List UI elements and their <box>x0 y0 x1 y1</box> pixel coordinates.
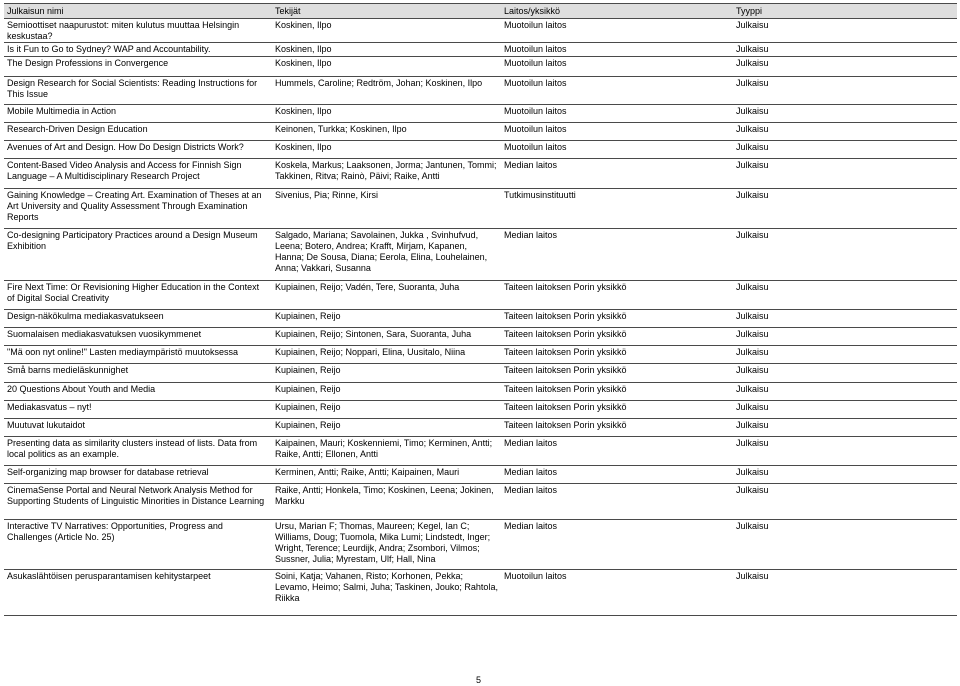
table-row <box>4 281 957 310</box>
table-row <box>4 364 957 383</box>
cell-authors: Koskinen, Ilpo <box>275 142 332 152</box>
cell-authors: Ursu, Marian F; Thomas, Maureen; Kegel, Ian C; Williams, Doug; Tuomola, Mika Lumi; Lindstedt, Inger; Wright, Terence; Leurdijk, Andra; Zsombori, Vilmos; Sussner, Julia; Myrestam, Ulf; Hall, Nina <box>275 521 491 564</box>
cell-authors: Hummels, Caroline; Redtröm, Johan; Koskinen, Ilpo <box>275 78 483 88</box>
table-row <box>4 570 957 616</box>
cell-unit: Taiteen laitoksen Porin yksikkö <box>504 420 627 430</box>
cell-authors: Kupiainen, Reijo; Vadén, Tere, Suoranta, Juha <box>275 282 460 292</box>
cell-type: Julkaisu <box>736 571 769 581</box>
cell-unit: Median laitos <box>504 230 558 240</box>
cell-unit: Median laitos <box>504 485 558 495</box>
cell-title: Presenting data as similarity clusters instead of lists. Data from local politics as an example. <box>7 438 258 459</box>
cell-type: Julkaisu <box>736 142 769 152</box>
table-row <box>4 383 957 401</box>
table-row <box>4 466 957 484</box>
cell-unit: Taiteen laitoksen Porin yksikkö <box>504 402 627 412</box>
cell-authors: Kupiainen, Reijo <box>275 311 341 321</box>
cell-authors: Sivenius, Pia; Rinne, Kirsi <box>275 190 379 200</box>
cell-title: Is it Fun to Go to Sydney? WAP and Accountability. <box>7 44 211 54</box>
cell-authors: Kupiainen, Reijo <box>275 420 341 430</box>
cell-type: Julkaisu <box>736 365 769 375</box>
cell-title: "Mä oon nyt online!" Lasten mediaympäristö muutoksessa <box>7 347 239 357</box>
table-row <box>4 401 957 419</box>
cell-title: Muutuvat lukutaidot <box>7 420 86 430</box>
cell-type: Julkaisu <box>736 106 769 116</box>
cell-authors: Koskela, Markus; Laaksonen, Jorma; Jantunen, Tommi; Takkinen, Ritva; Rainò, Päivi; Raike, Antti <box>275 160 497 181</box>
cell-type: Julkaisu <box>736 521 769 531</box>
table-row <box>4 419 957 437</box>
cell-authors: Koskinen, Ilpo <box>275 58 332 68</box>
cell-title: Design Research for Social Scientists: Reading Instructions for This Issue <box>7 78 258 99</box>
cell-title: Avenues of Art and Design. How Do Design Districts Work? <box>7 142 244 152</box>
cell-type: Julkaisu <box>736 485 769 495</box>
cell-unit: Median laitos <box>504 467 558 477</box>
cell-title: Semioottiset naapurustot: miten kulutus muuttaa Helsingin keskustaa? <box>7 20 240 41</box>
cell-type: Julkaisu <box>736 44 769 54</box>
cell-unit: Muotoilun laitos <box>504 124 567 134</box>
cell-authors: Kupiainen, Reijo <box>275 402 341 412</box>
cell-unit: Median laitos <box>504 438 558 448</box>
table-row <box>4 141 957 159</box>
cell-title: Interactive TV Narratives: Opportunities, Progress and Challenges (Article No. 25) <box>7 521 223 542</box>
cell-title: Mobile Multimedia in Action <box>7 106 117 116</box>
cell-unit: Taiteen laitoksen Porin yksikkö <box>504 347 627 357</box>
table-row <box>4 437 957 466</box>
cell-authors: Salgado, Mariana; Savolainen, Jukka , Svinhufvud, Leena; Botero, Andrea; Krafft, Mirjam, Kapanen, Hanna; De Sousa, Diana; Eerola, Elina, Louhelainen, Anna; Vakkari, Susanna <box>275 230 488 273</box>
table-row <box>4 123 957 141</box>
cell-type: Julkaisu <box>736 438 769 448</box>
cell-unit: Tutkimusinstituutti <box>504 190 576 200</box>
cell-title: Research-Driven Design Education <box>7 124 148 134</box>
cell-unit: Taiteen laitoksen Porin yksikkö <box>504 365 627 375</box>
table-row <box>4 43 957 57</box>
cell-unit: Muotoilun laitos <box>504 58 567 68</box>
cell-title: Asukaslähtöisen perusparantamisen kehitystarpeet <box>7 571 211 581</box>
cell-unit: Muotoilun laitos <box>504 44 567 54</box>
table-row <box>4 105 957 123</box>
cell-type: Julkaisu <box>736 20 769 30</box>
cell-type: Julkaisu <box>736 124 769 134</box>
cell-title: CinemaSense Portal and Neural Network Analysis Method for Supporting Students of Linguistic Minorities in Distance Learning <box>7 485 265 506</box>
cell-type: Julkaisu <box>736 347 769 357</box>
cell-type: Julkaisu <box>736 160 769 170</box>
cell-unit: Median laitos <box>504 521 558 531</box>
cell-title: Design-näkökulma mediakasvatukseen <box>7 311 164 321</box>
cell-unit: Muotoilun laitos <box>504 20 567 30</box>
cell-title: The Design Professions in Convergence <box>7 58 169 68</box>
header-type: Tyyppi <box>736 6 763 16</box>
cell-type: Julkaisu <box>736 230 769 240</box>
cell-title: Fire Next Time: Or Revisioning Higher Education in the Context of Digital Social Creativity <box>7 282 260 303</box>
publications-table <box>4 3 957 616</box>
cell-unit: Muotoilun laitos <box>504 142 567 152</box>
cell-unit: Muotoilun laitos <box>504 106 567 116</box>
table-row <box>4 19 957 43</box>
cell-title: Mediakasvatus – nyt! <box>7 402 92 412</box>
cell-type: Julkaisu <box>736 402 769 412</box>
cell-authors: Kupiainen, Reijo; Sintonen, Sara, Suoranta, Juha <box>275 329 472 339</box>
cell-unit: Muotoilun laitos <box>504 571 567 581</box>
cell-title: Self-organizing map browser for database retrieval <box>7 467 209 477</box>
cell-unit: Taiteen laitoksen Porin yksikkö <box>504 384 627 394</box>
cell-type: Julkaisu <box>736 190 769 200</box>
page-number: 5 <box>476 675 482 685</box>
cell-type: Julkaisu <box>736 78 769 88</box>
cell-authors: Koskinen, Ilpo <box>275 44 332 54</box>
cell-unit: Muotoilun laitos <box>504 78 567 88</box>
cell-authors: Soini, Katja; Vahanen, Risto; Korhonen, Pekka; Levamo, Heimo; Salmi, Juha; Taskinen, Jouko; Rahtola, Riikka <box>275 571 498 603</box>
table-row <box>4 346 957 364</box>
cell-type: Julkaisu <box>736 282 769 292</box>
table-row <box>4 520 957 570</box>
cell-authors: Keinonen, Turkka; Koskinen, Ilpo <box>275 124 407 134</box>
cell-type: Julkaisu <box>736 420 769 430</box>
cell-type: Julkaisu <box>736 311 769 321</box>
table-row <box>4 189 957 229</box>
header-title: Julkaisun nimi <box>7 6 64 16</box>
cell-authors: Kerminen, Antti; Raike, Antti; Kaipainen, Mauri <box>275 467 460 477</box>
table-row <box>4 328 957 346</box>
cell-type: Julkaisu <box>736 58 769 68</box>
cell-title: Suomalaisen mediakasvatuksen vuosikymmenet <box>7 329 202 339</box>
cell-authors: Koskinen, Ilpo <box>275 106 332 116</box>
table-row <box>4 310 957 328</box>
table-row <box>4 77 957 105</box>
cell-authors: Kupiainen, Reijo <box>275 365 341 375</box>
cell-unit: Taiteen laitoksen Porin yksikkö <box>504 329 627 339</box>
cell-type: Julkaisu <box>736 329 769 339</box>
cell-unit: Taiteen laitoksen Porin yksikkö <box>504 282 627 292</box>
cell-authors: Raike, Antti; Honkela, Timo; Koskinen, Leena; Jokinen, Markku <box>275 485 494 506</box>
cell-type: Julkaisu <box>736 467 769 477</box>
table-row <box>4 159 957 189</box>
cell-title: Co-designing Participatory Practices around a Design Museum Exhibition <box>7 230 258 251</box>
header-authors: Tekijät <box>275 6 301 16</box>
cell-title: Gaining Knowledge – Creating Art. Examination of Theses at an Art University and Quality Assessment Through Examination Reports <box>7 190 262 222</box>
cell-title: 20 Questions About Youth and Media <box>7 384 156 394</box>
cell-title: Små barns medieläskunnighet <box>7 365 129 375</box>
table-row <box>4 57 957 77</box>
table-row <box>4 484 957 520</box>
header-unit: Laitos/yksikkö <box>504 6 561 16</box>
cell-unit: Taiteen laitoksen Porin yksikkö <box>504 311 627 321</box>
table-header <box>4 3 957 19</box>
table-row <box>4 229 957 281</box>
cell-authors: Koskinen, Ilpo <box>275 20 332 30</box>
cell-authors: Kaipainen, Mauri; Koskenniemi, Timo; Kerminen, Antti; Raike, Antti; Ellonen, Antti <box>275 438 493 459</box>
cell-authors: Kupiainen, Reijo; Noppari, Elina, Uusitalo, Niina <box>275 347 466 357</box>
cell-title: Content-Based Video Analysis and Access for Finnish Sign Language – A Multidisciplinary Research Project <box>7 160 242 181</box>
cell-unit: Median laitos <box>504 160 558 170</box>
cell-type: Julkaisu <box>736 384 769 394</box>
table-body <box>4 19 957 616</box>
cell-authors: Kupiainen, Reijo <box>275 384 341 394</box>
